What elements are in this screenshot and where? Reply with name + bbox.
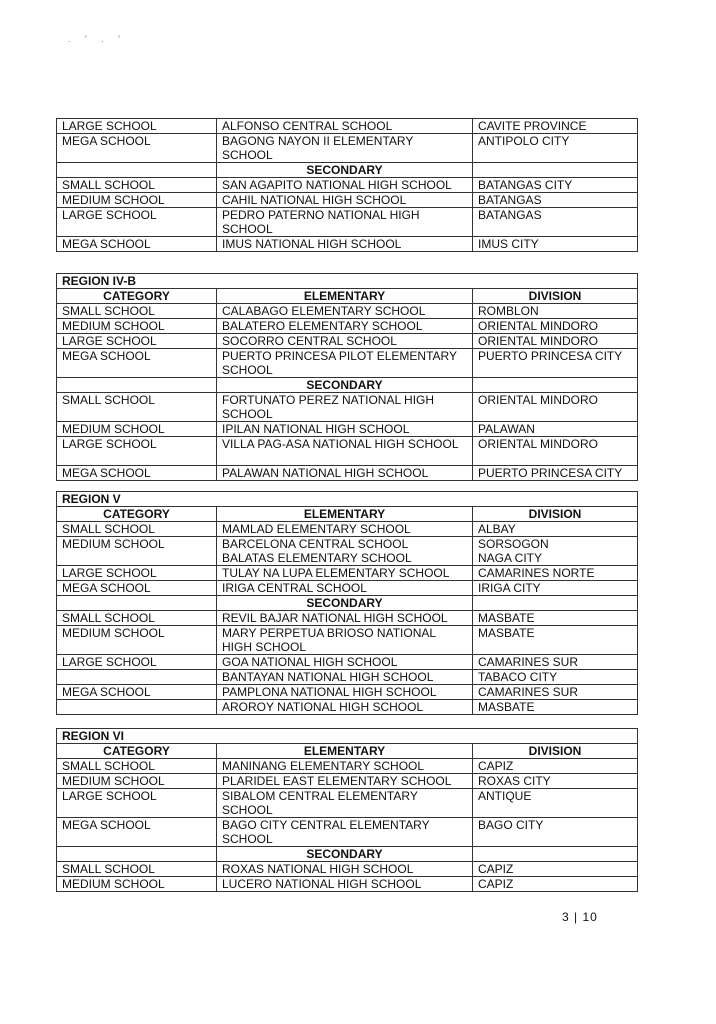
school-name-line: PAMPLONA NATIONAL HIGH SCHOOL — [222, 685, 437, 699]
school-name-line: HIGH SCHOOL — [222, 640, 307, 654]
school-name-line: PLARIDEL EAST ELEMENTARY SCHOOL — [222, 774, 452, 788]
section-spacer — [57, 596, 217, 611]
division-cell — [473, 334, 638, 349]
school-name-line: BARCELONA CENTRAL SCHOOL — [222, 537, 409, 551]
column-header-division: DIVISION — [473, 289, 638, 304]
column-header-division: DIVISION — [473, 744, 638, 759]
section-spacer — [57, 163, 217, 178]
division-line: PUERTO PRINCESA CITY — [478, 466, 623, 480]
section-spacer — [57, 847, 217, 862]
region-row — [57, 492, 638, 507]
division-cell — [473, 393, 638, 422]
school-cell — [217, 304, 473, 319]
category-cell: MEGA SCHOOL — [57, 237, 217, 252]
category-cell: SMALL SCHOOL — [57, 304, 217, 319]
school-name-line: AROROY NATIONAL HIGH SCHOOL — [222, 700, 424, 714]
school-name-line: FORTUNATO PEREZ NATIONAL HIGH — [222, 393, 435, 407]
table-row — [57, 581, 638, 596]
school-cell — [217, 611, 473, 626]
division-cell — [473, 818, 638, 847]
category-cell: SMALL SCHOOL — [57, 393, 217, 422]
table-row — [57, 237, 638, 252]
column-header-category: CATEGORY — [57, 744, 217, 759]
school-cell — [217, 685, 473, 700]
table-row — [57, 774, 638, 789]
division-line: BATANGAS — [478, 208, 542, 222]
division-cell — [473, 537, 638, 566]
table-row — [57, 134, 638, 163]
category-cell: MEDIUM SCHOOL — [57, 877, 217, 892]
table-row — [57, 685, 638, 700]
column-header-elementary: ELEMENTARY — [217, 507, 473, 522]
school-cell — [217, 774, 473, 789]
division-cell — [473, 466, 638, 481]
section-label: SECONDARY — [217, 596, 473, 611]
school-name-line: REVIL BAJAR NATIONAL HIGH SCHOOL — [222, 611, 448, 625]
category-cell: MEDIUM SCHOOL — [57, 774, 217, 789]
school-name-line: BAGONG NAYON II ELEMENTARY — [222, 134, 414, 148]
school-name-line: CAHIL NATIONAL HIGH SCHOOL — [222, 193, 407, 207]
school-name-line: BANTAYAN NATIONAL HIGH SCHOOL — [222, 670, 434, 684]
school-name-line: BALATAS ELEMENTARY SCHOOL — [222, 551, 412, 565]
table-region-iv-b — [56, 273, 638, 481]
school-name-line: LUCERO NATIONAL HIGH SCHOOL — [222, 877, 422, 891]
table-row — [57, 655, 638, 670]
division-line: ORIENTAL MINDORO — [478, 334, 599, 348]
category-cell: MEGA SCHOOL — [57, 581, 217, 596]
division-line: TABACO CITY — [478, 670, 558, 684]
division-cell — [473, 700, 638, 715]
table-region-v — [56, 491, 638, 715]
table-row — [57, 862, 638, 877]
table-row — [57, 334, 638, 349]
division-line: MASBATE — [478, 700, 535, 714]
division-line: PALAWAN — [478, 422, 535, 436]
division-cell — [473, 193, 638, 208]
section-row — [57, 596, 638, 611]
school-name-line: SCHOOL — [222, 148, 273, 162]
category-cell: MEGA SCHOOL — [57, 818, 217, 847]
division-cell — [473, 877, 638, 892]
school-cell — [217, 134, 473, 163]
region-title: REGION VI — [57, 729, 638, 744]
school-cell — [217, 466, 473, 481]
table-row — [57, 626, 638, 655]
division-cell — [473, 134, 638, 163]
school-name-line: IPILAN NATIONAL HIGH SCHOOL — [222, 422, 410, 436]
division-line: ORIENTAL MINDORO — [478, 437, 599, 451]
division-line: ANTIQUE — [478, 789, 532, 803]
table-row — [57, 537, 638, 566]
section-label: SECONDARY — [217, 378, 473, 393]
division-cell — [473, 862, 638, 877]
division-line: CAVITE PROVINCE — [478, 119, 587, 133]
school-name-line — [222, 451, 467, 465]
division-cell — [473, 670, 638, 685]
category-cell: MEGA SCHOOL — [57, 349, 217, 378]
column-header-division: DIVISION — [473, 507, 638, 522]
school-cell — [217, 537, 473, 566]
category-cell: SMALL SCHOOL — [57, 611, 217, 626]
school-cell — [217, 393, 473, 422]
category-cell: SMALL SCHOOL — [57, 178, 217, 193]
table-row — [57, 119, 638, 134]
school-name-line: CALABAGO ELEMENTARY SCHOOL — [222, 304, 426, 318]
school-cell — [217, 334, 473, 349]
division-line: CAPIZ — [478, 862, 514, 876]
school-name-line: SCHOOL — [222, 222, 273, 236]
division-cell — [473, 774, 638, 789]
section-label: SECONDARY — [217, 847, 473, 862]
table-row — [57, 319, 638, 334]
division-cell — [473, 437, 638, 466]
division-cell — [473, 685, 638, 700]
table-row — [57, 437, 638, 466]
school-name-line: BALATERO ELEMENTARY SCHOOL — [222, 319, 423, 333]
category-cell: SMALL SCHOOL — [57, 862, 217, 877]
table-row — [57, 349, 638, 378]
scan-specks: . ' . ' — [68, 34, 126, 44]
category-cell: LARGE SCHOOL — [57, 437, 217, 466]
division-line: CAMARINES NORTE — [478, 566, 595, 580]
division-cell — [473, 566, 638, 581]
division-line: MASBATE — [478, 626, 535, 640]
page-number: 3 | 10 — [562, 910, 598, 924]
section-spacer — [473, 847, 638, 862]
table-region-iv-a-continued — [56, 118, 638, 252]
school-name-line: MAMLAD ELEMENTARY SCHOOL — [222, 522, 411, 536]
division-cell — [473, 611, 638, 626]
category-cell: LARGE SCHOOL — [57, 789, 217, 818]
division-line: IMUS CITY — [478, 237, 539, 251]
school-name-line: SCHOOL — [222, 407, 273, 421]
school-cell — [217, 759, 473, 774]
school-cell — [217, 522, 473, 537]
division-cell — [473, 237, 638, 252]
school-name-line: IRIGA CENTRAL SCHOOL — [222, 581, 367, 595]
table-row — [57, 759, 638, 774]
school-cell — [217, 818, 473, 847]
table-row — [57, 670, 638, 685]
category-cell: LARGE SCHOOL — [57, 208, 217, 237]
table-row — [57, 466, 638, 481]
division-line: ANTIPOLO CITY — [478, 134, 570, 148]
category-cell: LARGE SCHOOL — [57, 119, 217, 134]
table-row — [57, 178, 638, 193]
school-cell — [217, 581, 473, 596]
division-cell — [473, 208, 638, 237]
school-cell — [217, 319, 473, 334]
table-row — [57, 877, 638, 892]
category-cell: SMALL SCHOOL — [57, 759, 217, 774]
table-row — [57, 522, 638, 537]
section-spacer — [473, 596, 638, 611]
table-row — [57, 566, 638, 581]
table-body — [57, 119, 638, 252]
division-line: PUERTO PRINCESA CITY — [478, 349, 623, 363]
section-row — [57, 378, 638, 393]
table-row — [57, 208, 638, 237]
school-cell — [217, 178, 473, 193]
school-name-line: SIBALOM CENTRAL ELEMENTARY — [222, 789, 418, 803]
school-cell — [217, 789, 473, 818]
region-title: REGION V — [57, 492, 638, 507]
section-label: SECONDARY — [217, 163, 473, 178]
category-cell: MEDIUM SCHOOL — [57, 422, 217, 437]
division-cell — [473, 522, 638, 537]
category-cell: MEDIUM SCHOOL — [57, 319, 217, 334]
division-cell — [473, 304, 638, 319]
school-cell — [217, 208, 473, 237]
division-cell — [473, 626, 638, 655]
school-name-line: PEDRO PATERNO NATIONAL HIGH — [222, 208, 420, 222]
table-body — [57, 729, 638, 892]
category-cell: MEGA SCHOOL — [57, 685, 217, 700]
header-row — [57, 289, 638, 304]
column-header-elementary: ELEMENTARY — [217, 289, 473, 304]
school-cell — [217, 670, 473, 685]
region-row — [57, 729, 638, 744]
division-line: SORSOGON — [478, 537, 549, 551]
division-line: IRIGA CITY — [478, 581, 541, 595]
section-spacer — [57, 378, 217, 393]
division-cell — [473, 789, 638, 818]
table-row — [57, 304, 638, 319]
table-row — [57, 422, 638, 437]
school-name-line: SCHOOL — [222, 803, 273, 817]
category-cell: MEDIUM SCHOOL — [57, 537, 217, 566]
school-name-line: ROXAS NATIONAL HIGH SCHOOL — [222, 862, 414, 876]
school-name-line: GOA NATIONAL HIGH SCHOOL — [222, 655, 398, 669]
table-row — [57, 393, 638, 422]
division-line: ORIENTAL MINDORO — [478, 319, 599, 333]
category-cell — [57, 700, 217, 715]
header-row — [57, 507, 638, 522]
division-line: ROMBLON — [478, 304, 539, 318]
division-cell — [473, 759, 638, 774]
column-header-category: CATEGORY — [57, 507, 217, 522]
school-cell — [217, 655, 473, 670]
school-name-line: PALAWAN NATIONAL HIGH SCHOOL — [222, 466, 429, 480]
table-row — [57, 611, 638, 626]
section-spacer — [473, 163, 638, 178]
division-line: CAMARINES SUR — [478, 685, 579, 699]
table-region-vi — [56, 728, 638, 892]
division-line: BATANGAS CITY — [478, 178, 573, 192]
school-name-line: SAN AGAPITO NATIONAL HIGH SCHOOL — [222, 178, 452, 192]
header-row — [57, 744, 638, 759]
table-body — [57, 274, 638, 481]
division-line: CAPIZ — [478, 759, 514, 773]
school-cell — [217, 193, 473, 208]
category-cell: MEGA SCHOOL — [57, 466, 217, 481]
category-cell: SMALL SCHOOL — [57, 522, 217, 537]
division-line: ORIENTAL MINDORO — [478, 393, 599, 407]
school-name-line: SOCORRO CENTRAL SCHOOL — [222, 334, 397, 348]
school-name-line: VILLA PAG-ASA NATIONAL HIGH SCHOOL — [222, 437, 459, 451]
section-spacer — [473, 378, 638, 393]
category-cell: LARGE SCHOOL — [57, 655, 217, 670]
category-cell — [57, 670, 217, 685]
school-name-line: PUERTO PRINCESA PILOT ELEMENTARY — [222, 349, 457, 363]
division-cell — [473, 349, 638, 378]
category-cell: MEDIUM SCHOOL — [57, 626, 217, 655]
school-cell — [217, 877, 473, 892]
division-cell — [473, 119, 638, 134]
division-line: CAMARINES SUR — [478, 655, 579, 669]
column-header-category: CATEGORY — [57, 289, 217, 304]
division-line: BAGO CITY — [478, 818, 544, 832]
table-row — [57, 193, 638, 208]
school-cell — [217, 566, 473, 581]
division-cell — [473, 581, 638, 596]
division-cell — [473, 422, 638, 437]
table-row — [57, 700, 638, 715]
school-cell — [217, 437, 473, 466]
section-row — [57, 163, 638, 178]
category-cell: MEDIUM SCHOOL — [57, 193, 217, 208]
school-cell — [217, 700, 473, 715]
school-cell — [217, 626, 473, 655]
region-title: REGION IV-B — [57, 274, 638, 289]
category-cell: MEGA SCHOOL — [57, 134, 217, 163]
school-cell — [217, 119, 473, 134]
school-name-line: SCHOOL — [222, 832, 273, 846]
school-name-line: MARY PERPETUA BRIOSO NATIONAL — [222, 626, 437, 640]
school-name-line: ALFONSO CENTRAL SCHOOL — [222, 119, 393, 133]
division-line: BATANGAS — [478, 193, 542, 207]
school-cell — [217, 422, 473, 437]
table-body — [57, 492, 638, 715]
school-cell — [217, 237, 473, 252]
category-cell: LARGE SCHOOL — [57, 566, 217, 581]
section-row — [57, 847, 638, 862]
division-line: MASBATE — [478, 611, 535, 625]
school-cell — [217, 349, 473, 378]
division-line: NAGA CITY — [478, 551, 543, 565]
division-line: CAPIZ — [478, 877, 514, 891]
school-cell — [217, 862, 473, 877]
column-header-elementary: ELEMENTARY — [217, 744, 473, 759]
school-name-line: SCHOOL — [222, 363, 273, 377]
school-name-line: TULAY NA LUPA ELEMENTARY SCHOOL — [222, 566, 450, 580]
school-name-line: MANINANG ELEMENTARY SCHOOL — [222, 759, 425, 773]
school-name-line: IMUS NATIONAL HIGH SCHOOL — [222, 237, 402, 251]
division-cell — [473, 178, 638, 193]
table-row — [57, 789, 638, 818]
category-cell: LARGE SCHOOL — [57, 334, 217, 349]
division-line: ROXAS CITY — [478, 774, 551, 788]
region-row — [57, 274, 638, 289]
school-name-line: BAGO CITY CENTRAL ELEMENTARY — [222, 818, 430, 832]
table-row — [57, 818, 638, 847]
division-line: ALBAY — [478, 522, 516, 536]
division-cell — [473, 319, 638, 334]
division-cell — [473, 655, 638, 670]
